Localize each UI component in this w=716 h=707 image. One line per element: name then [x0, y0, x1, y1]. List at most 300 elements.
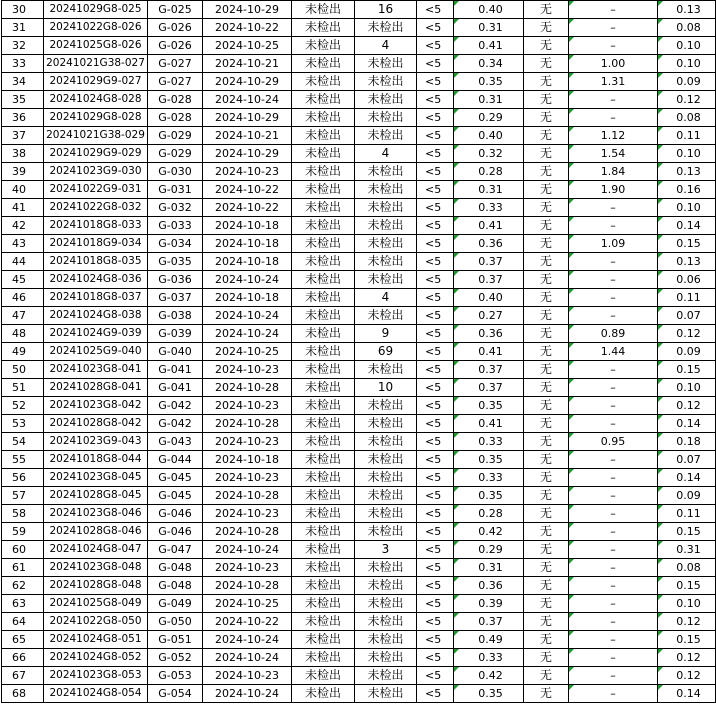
- date-cell[interactable]: 2024-10-21: [203, 127, 292, 145]
- value-f-cell[interactable]: 0.07: [658, 451, 716, 469]
- sample-id-cell[interactable]: 20241022G8-050: [44, 613, 148, 631]
- date-cell[interactable]: 2024-10-25: [203, 37, 292, 55]
- flag-cell[interactable]: 无: [524, 163, 569, 181]
- sample-id-cell[interactable]: 20241024G8-038: [44, 307, 148, 325]
- date-cell[interactable]: 2024-10-29: [203, 1, 292, 19]
- value-e-cell[interactable]: –: [569, 1, 658, 19]
- sample-id-cell[interactable]: 20241023G8-048: [44, 559, 148, 577]
- sample-id-cell[interactable]: 20241028G8-045: [44, 487, 148, 505]
- value-c-cell[interactable]: 0.33: [454, 469, 524, 487]
- sample-code-cell[interactable]: G-028: [148, 91, 203, 109]
- date-cell[interactable]: 2024-10-23: [203, 163, 292, 181]
- value-c-cell[interactable]: 0.34: [454, 55, 524, 73]
- limit-cell[interactable]: <5: [417, 631, 454, 649]
- value-f-cell[interactable]: 0.12: [658, 397, 716, 415]
- result-b-cell[interactable]: 未检出: [355, 235, 417, 253]
- value-e-cell[interactable]: –: [569, 559, 658, 577]
- value-e-cell[interactable]: 1.12: [569, 127, 658, 145]
- row-number-cell[interactable]: 63: [2, 595, 44, 613]
- date-cell[interactable]: 2024-10-18: [203, 253, 292, 271]
- result-b-cell[interactable]: 69: [355, 343, 417, 361]
- date-cell[interactable]: 2024-10-18: [203, 289, 292, 307]
- result-b-cell[interactable]: 未检出: [355, 271, 417, 289]
- date-cell[interactable]: 2024-10-29: [203, 145, 292, 163]
- value-c-cell[interactable]: 0.40: [454, 1, 524, 19]
- sample-id-cell[interactable]: 20241018G8-035: [44, 253, 148, 271]
- result-a-cell[interactable]: 未检出: [292, 289, 355, 307]
- value-e-cell[interactable]: –: [569, 685, 658, 703]
- sample-code-cell[interactable]: G-041: [148, 379, 203, 397]
- value-e-cell[interactable]: –: [569, 397, 658, 415]
- row-number-cell[interactable]: 57: [2, 487, 44, 505]
- result-a-cell[interactable]: 未检出: [292, 1, 355, 19]
- sample-id-cell[interactable]: 20241029G9-029: [44, 145, 148, 163]
- result-a-cell[interactable]: 未检出: [292, 181, 355, 199]
- value-e-cell[interactable]: 1.84: [569, 163, 658, 181]
- limit-cell[interactable]: <5: [417, 253, 454, 271]
- value-c-cell[interactable]: 0.36: [454, 325, 524, 343]
- value-c-cell[interactable]: 0.35: [454, 73, 524, 91]
- row-number-cell[interactable]: 49: [2, 343, 44, 361]
- row-number-cell[interactable]: 68: [2, 685, 44, 703]
- result-a-cell[interactable]: 未检出: [292, 523, 355, 541]
- row-number-cell[interactable]: 35: [2, 91, 44, 109]
- value-f-cell[interactable]: 0.15: [658, 577, 716, 595]
- value-e-cell[interactable]: –: [569, 415, 658, 433]
- sample-code-cell[interactable]: G-045: [148, 487, 203, 505]
- date-cell[interactable]: 2024-10-18: [203, 217, 292, 235]
- row-number-cell[interactable]: 60: [2, 541, 44, 559]
- flag-cell[interactable]: 无: [524, 523, 569, 541]
- result-b-cell[interactable]: 未检出: [355, 163, 417, 181]
- result-a-cell[interactable]: 未检出: [292, 541, 355, 559]
- date-cell[interactable]: 2024-10-24: [203, 541, 292, 559]
- result-b-cell[interactable]: 未检出: [355, 19, 417, 37]
- row-number-cell[interactable]: 34: [2, 73, 44, 91]
- value-c-cell[interactable]: 0.37: [454, 253, 524, 271]
- value-f-cell[interactable]: 0.09: [658, 487, 716, 505]
- value-e-cell[interactable]: 1.54: [569, 145, 658, 163]
- result-b-cell[interactable]: 未检出: [355, 613, 417, 631]
- value-f-cell[interactable]: 0.10: [658, 55, 716, 73]
- limit-cell[interactable]: <5: [417, 451, 454, 469]
- value-c-cell[interactable]: 0.28: [454, 163, 524, 181]
- value-f-cell[interactable]: 0.08: [658, 109, 716, 127]
- row-number-cell[interactable]: 48: [2, 325, 44, 343]
- sample-id-cell[interactable]: 20241018G8-044: [44, 451, 148, 469]
- result-b-cell[interactable]: 未检出: [355, 487, 417, 505]
- date-cell[interactable]: 2024-10-29: [203, 109, 292, 127]
- result-b-cell[interactable]: 未检出: [355, 73, 417, 91]
- sample-id-cell[interactable]: 20241025G8-026: [44, 37, 148, 55]
- result-a-cell[interactable]: 未检出: [292, 343, 355, 361]
- row-number-cell[interactable]: 43: [2, 235, 44, 253]
- row-number-cell[interactable]: 36: [2, 109, 44, 127]
- sample-code-cell[interactable]: G-028: [148, 109, 203, 127]
- sample-id-cell[interactable]: 20241023G8-053: [44, 667, 148, 685]
- sample-id-cell[interactable]: 20241023G8-045: [44, 469, 148, 487]
- flag-cell[interactable]: 无: [524, 631, 569, 649]
- flag-cell[interactable]: 无: [524, 73, 569, 91]
- row-number-cell[interactable]: 32: [2, 37, 44, 55]
- flag-cell[interactable]: 无: [524, 451, 569, 469]
- result-a-cell[interactable]: 未检出: [292, 379, 355, 397]
- result-a-cell[interactable]: 未检出: [292, 577, 355, 595]
- sample-id-cell[interactable]: 20241024G9-039: [44, 325, 148, 343]
- limit-cell[interactable]: <5: [417, 307, 454, 325]
- limit-cell[interactable]: <5: [417, 577, 454, 595]
- row-number-cell[interactable]: 41: [2, 199, 44, 217]
- row-number-cell[interactable]: 53: [2, 415, 44, 433]
- limit-cell[interactable]: <5: [417, 361, 454, 379]
- limit-cell[interactable]: <5: [417, 487, 454, 505]
- value-c-cell[interactable]: 0.31: [454, 559, 524, 577]
- flag-cell[interactable]: 无: [524, 541, 569, 559]
- flag-cell[interactable]: 无: [524, 199, 569, 217]
- limit-cell[interactable]: <5: [417, 397, 454, 415]
- value-e-cell[interactable]: –: [569, 595, 658, 613]
- value-e-cell[interactable]: –: [569, 667, 658, 685]
- value-e-cell[interactable]: –: [569, 109, 658, 127]
- value-c-cell[interactable]: 0.41: [454, 343, 524, 361]
- value-c-cell[interactable]: 0.33: [454, 649, 524, 667]
- result-a-cell[interactable]: 未检出: [292, 253, 355, 271]
- value-e-cell[interactable]: –: [569, 613, 658, 631]
- value-e-cell[interactable]: –: [569, 379, 658, 397]
- value-c-cell[interactable]: 0.41: [454, 217, 524, 235]
- limit-cell[interactable]: <5: [417, 181, 454, 199]
- flag-cell[interactable]: 无: [524, 289, 569, 307]
- result-a-cell[interactable]: 未检出: [292, 145, 355, 163]
- row-number-cell[interactable]: 46: [2, 289, 44, 307]
- sample-id-cell[interactable]: 20241024G8-036: [44, 271, 148, 289]
- value-c-cell[interactable]: 0.35: [454, 487, 524, 505]
- result-b-cell[interactable]: 未检出: [355, 217, 417, 235]
- flag-cell[interactable]: 无: [524, 1, 569, 19]
- result-b-cell[interactable]: 未检出: [355, 109, 417, 127]
- row-number-cell[interactable]: 58: [2, 505, 44, 523]
- value-f-cell[interactable]: 0.14: [658, 685, 716, 703]
- result-a-cell[interactable]: 未检出: [292, 451, 355, 469]
- result-b-cell[interactable]: 未检出: [355, 523, 417, 541]
- flag-cell[interactable]: 无: [524, 145, 569, 163]
- sample-id-cell[interactable]: 20241021G38-029: [44, 127, 148, 145]
- value-c-cell[interactable]: 0.37: [454, 613, 524, 631]
- sample-code-cell[interactable]: G-048: [148, 577, 203, 595]
- value-f-cell[interactable]: 0.14: [658, 217, 716, 235]
- result-b-cell[interactable]: 未检出: [355, 307, 417, 325]
- result-a-cell[interactable]: 未检出: [292, 19, 355, 37]
- result-b-cell[interactable]: 未检出: [355, 91, 417, 109]
- value-e-cell[interactable]: –: [569, 631, 658, 649]
- date-cell[interactable]: 2024-10-23: [203, 559, 292, 577]
- date-cell[interactable]: 2024-10-21: [203, 55, 292, 73]
- result-b-cell[interactable]: 未检出: [355, 433, 417, 451]
- result-a-cell[interactable]: 未检出: [292, 649, 355, 667]
- result-b-cell[interactable]: 10: [355, 379, 417, 397]
- row-number-cell[interactable]: 31: [2, 19, 44, 37]
- row-number-cell[interactable]: 37: [2, 127, 44, 145]
- sample-id-cell[interactable]: 20241022G9-031: [44, 181, 148, 199]
- limit-cell[interactable]: <5: [417, 469, 454, 487]
- value-c-cell[interactable]: 0.37: [454, 361, 524, 379]
- flag-cell[interactable]: 无: [524, 91, 569, 109]
- flag-cell[interactable]: 无: [524, 271, 569, 289]
- result-a-cell[interactable]: 未检出: [292, 433, 355, 451]
- flag-cell[interactable]: 无: [524, 397, 569, 415]
- sample-code-cell[interactable]: G-043: [148, 433, 203, 451]
- row-number-cell[interactable]: 33: [2, 55, 44, 73]
- result-b-cell[interactable]: 未检出: [355, 631, 417, 649]
- flag-cell[interactable]: 无: [524, 109, 569, 127]
- sample-id-cell[interactable]: 20241022G8-032: [44, 199, 148, 217]
- sample-id-cell[interactable]: 20241018G8-037: [44, 289, 148, 307]
- sample-code-cell[interactable]: G-047: [148, 541, 203, 559]
- date-cell[interactable]: 2024-10-24: [203, 631, 292, 649]
- sample-code-cell[interactable]: G-039: [148, 325, 203, 343]
- date-cell[interactable]: 2024-10-29: [203, 73, 292, 91]
- value-c-cell[interactable]: 0.28: [454, 505, 524, 523]
- result-a-cell[interactable]: 未检出: [292, 361, 355, 379]
- value-f-cell[interactable]: 0.15: [658, 523, 716, 541]
- row-number-cell[interactable]: 65: [2, 631, 44, 649]
- row-number-cell[interactable]: 54: [2, 433, 44, 451]
- sample-code-cell[interactable]: G-049: [148, 595, 203, 613]
- result-a-cell[interactable]: 未检出: [292, 217, 355, 235]
- flag-cell[interactable]: 无: [524, 559, 569, 577]
- limit-cell[interactable]: <5: [417, 289, 454, 307]
- value-f-cell[interactable]: 0.13: [658, 253, 716, 271]
- value-c-cell[interactable]: 0.42: [454, 667, 524, 685]
- flag-cell[interactable]: 无: [524, 307, 569, 325]
- result-a-cell[interactable]: 未检出: [292, 109, 355, 127]
- value-f-cell[interactable]: 0.10: [658, 379, 716, 397]
- flag-cell[interactable]: 无: [524, 577, 569, 595]
- date-cell[interactable]: 2024-10-23: [203, 505, 292, 523]
- value-e-cell[interactable]: –: [569, 451, 658, 469]
- limit-cell[interactable]: <5: [417, 505, 454, 523]
- date-cell[interactable]: 2024-10-23: [203, 361, 292, 379]
- date-cell[interactable]: 2024-10-23: [203, 469, 292, 487]
- value-e-cell[interactable]: 1.09: [569, 235, 658, 253]
- value-f-cell[interactable]: 0.18: [658, 433, 716, 451]
- value-c-cell[interactable]: 0.33: [454, 433, 524, 451]
- flag-cell[interactable]: 无: [524, 613, 569, 631]
- row-number-cell[interactable]: 61: [2, 559, 44, 577]
- value-f-cell[interactable]: 0.15: [658, 631, 716, 649]
- value-e-cell[interactable]: –: [569, 253, 658, 271]
- limit-cell[interactable]: <5: [417, 523, 454, 541]
- date-cell[interactable]: 2024-10-22: [203, 613, 292, 631]
- value-f-cell[interactable]: 0.11: [658, 127, 716, 145]
- value-f-cell[interactable]: 0.12: [658, 613, 716, 631]
- limit-cell[interactable]: <5: [417, 163, 454, 181]
- result-b-cell[interactable]: 未检出: [355, 685, 417, 703]
- sample-id-cell[interactable]: 20241025G9-040: [44, 343, 148, 361]
- value-e-cell[interactable]: –: [569, 469, 658, 487]
- flag-cell[interactable]: 无: [524, 379, 569, 397]
- sample-code-cell[interactable]: G-044: [148, 451, 203, 469]
- value-c-cell[interactable]: 0.42: [454, 523, 524, 541]
- result-a-cell[interactable]: 未检出: [292, 487, 355, 505]
- flag-cell[interactable]: 无: [524, 415, 569, 433]
- value-c-cell[interactable]: 0.37: [454, 379, 524, 397]
- flag-cell[interactable]: 无: [524, 127, 569, 145]
- sample-code-cell[interactable]: G-046: [148, 523, 203, 541]
- flag-cell[interactable]: 无: [524, 469, 569, 487]
- result-a-cell[interactable]: 未检出: [292, 307, 355, 325]
- limit-cell[interactable]: <5: [417, 649, 454, 667]
- row-number-cell[interactable]: 66: [2, 649, 44, 667]
- date-cell[interactable]: 2024-10-28: [203, 379, 292, 397]
- flag-cell[interactable]: 无: [524, 649, 569, 667]
- value-c-cell[interactable]: 0.40: [454, 289, 524, 307]
- result-b-cell[interactable]: 未检出: [355, 55, 417, 73]
- value-e-cell[interactable]: –: [569, 541, 658, 559]
- row-number-cell[interactable]: 64: [2, 613, 44, 631]
- value-c-cell[interactable]: 0.41: [454, 415, 524, 433]
- value-f-cell[interactable]: 0.11: [658, 289, 716, 307]
- row-number-cell[interactable]: 30: [2, 1, 44, 19]
- row-number-cell[interactable]: 51: [2, 379, 44, 397]
- sample-id-cell[interactable]: 20241025G8-049: [44, 595, 148, 613]
- result-b-cell[interactable]: 未检出: [355, 253, 417, 271]
- flag-cell[interactable]: 无: [524, 181, 569, 199]
- value-c-cell[interactable]: 0.36: [454, 235, 524, 253]
- value-c-cell[interactable]: 0.35: [454, 451, 524, 469]
- value-c-cell[interactable]: 0.32: [454, 145, 524, 163]
- result-b-cell[interactable]: 9: [355, 325, 417, 343]
- result-a-cell[interactable]: 未检出: [292, 685, 355, 703]
- value-c-cell[interactable]: 0.27: [454, 307, 524, 325]
- result-a-cell[interactable]: 未检出: [292, 91, 355, 109]
- value-e-cell[interactable]: –: [569, 649, 658, 667]
- result-a-cell[interactable]: 未检出: [292, 235, 355, 253]
- value-e-cell[interactable]: –: [569, 199, 658, 217]
- result-b-cell[interactable]: 未检出: [355, 199, 417, 217]
- limit-cell[interactable]: <5: [417, 73, 454, 91]
- flag-cell[interactable]: 无: [524, 595, 569, 613]
- result-b-cell[interactable]: 未检出: [355, 415, 417, 433]
- result-a-cell[interactable]: 未检出: [292, 325, 355, 343]
- date-cell[interactable]: 2024-10-24: [203, 307, 292, 325]
- value-e-cell[interactable]: –: [569, 91, 658, 109]
- result-a-cell[interactable]: 未检出: [292, 163, 355, 181]
- date-cell[interactable]: 2024-10-23: [203, 397, 292, 415]
- row-number-cell[interactable]: 44: [2, 253, 44, 271]
- limit-cell[interactable]: <5: [417, 595, 454, 613]
- row-number-cell[interactable]: 40: [2, 181, 44, 199]
- row-number-cell[interactable]: 50: [2, 361, 44, 379]
- value-f-cell[interactable]: 0.15: [658, 235, 716, 253]
- result-b-cell[interactable]: 未检出: [355, 649, 417, 667]
- date-cell[interactable]: 2024-10-23: [203, 433, 292, 451]
- value-e-cell[interactable]: –: [569, 37, 658, 55]
- flag-cell[interactable]: 无: [524, 217, 569, 235]
- sample-code-cell[interactable]: G-051: [148, 631, 203, 649]
- row-number-cell[interactable]: 55: [2, 451, 44, 469]
- date-cell[interactable]: 2024-10-25: [203, 343, 292, 361]
- result-a-cell[interactable]: 未检出: [292, 55, 355, 73]
- result-a-cell[interactable]: 未检出: [292, 667, 355, 685]
- limit-cell[interactable]: <5: [417, 199, 454, 217]
- value-c-cell[interactable]: 0.29: [454, 541, 524, 559]
- sample-code-cell[interactable]: G-045: [148, 469, 203, 487]
- flag-cell[interactable]: 无: [524, 361, 569, 379]
- flag-cell[interactable]: 无: [524, 19, 569, 37]
- value-f-cell[interactable]: 0.10: [658, 595, 716, 613]
- value-c-cell[interactable]: 0.33: [454, 199, 524, 217]
- result-b-cell[interactable]: 未检出: [355, 559, 417, 577]
- date-cell[interactable]: 2024-10-24: [203, 271, 292, 289]
- limit-cell[interactable]: <5: [417, 217, 454, 235]
- value-e-cell[interactable]: –: [569, 289, 658, 307]
- sample-code-cell[interactable]: G-040: [148, 343, 203, 361]
- sample-code-cell[interactable]: G-037: [148, 289, 203, 307]
- sample-id-cell[interactable]: 20241024G8-051: [44, 631, 148, 649]
- sample-code-cell[interactable]: G-026: [148, 37, 203, 55]
- date-cell[interactable]: 2024-10-28: [203, 415, 292, 433]
- row-number-cell[interactable]: 67: [2, 667, 44, 685]
- value-c-cell[interactable]: 0.39: [454, 595, 524, 613]
- limit-cell[interactable]: <5: [417, 541, 454, 559]
- flag-cell[interactable]: 无: [524, 325, 569, 343]
- sample-code-cell[interactable]: G-035: [148, 253, 203, 271]
- value-e-cell[interactable]: 1.90: [569, 181, 658, 199]
- date-cell[interactable]: 2024-10-28: [203, 523, 292, 541]
- flag-cell[interactable]: 无: [524, 685, 569, 703]
- result-b-cell[interactable]: 未检出: [355, 595, 417, 613]
- flag-cell[interactable]: 无: [524, 253, 569, 271]
- sample-id-cell[interactable]: 20241024G8-052: [44, 649, 148, 667]
- sample-code-cell[interactable]: G-038: [148, 307, 203, 325]
- result-b-cell[interactable]: 未检出: [355, 127, 417, 145]
- sample-code-cell[interactable]: G-034: [148, 235, 203, 253]
- sample-id-cell[interactable]: 20241028G8-048: [44, 577, 148, 595]
- limit-cell[interactable]: <5: [417, 145, 454, 163]
- sample-id-cell[interactable]: 20241024G8-047: [44, 541, 148, 559]
- sample-code-cell[interactable]: G-041: [148, 361, 203, 379]
- row-number-cell[interactable]: 47: [2, 307, 44, 325]
- sample-id-cell[interactable]: 20241023G8-046: [44, 505, 148, 523]
- value-e-cell[interactable]: 1.31: [569, 73, 658, 91]
- sample-code-cell[interactable]: G-042: [148, 415, 203, 433]
- sample-code-cell[interactable]: G-030: [148, 163, 203, 181]
- value-f-cell[interactable]: 0.06: [658, 271, 716, 289]
- value-c-cell[interactable]: 0.36: [454, 577, 524, 595]
- result-b-cell[interactable]: 16: [355, 1, 417, 19]
- sample-code-cell[interactable]: G-046: [148, 505, 203, 523]
- result-b-cell[interactable]: 未检出: [355, 451, 417, 469]
- sample-code-cell[interactable]: G-054: [148, 685, 203, 703]
- limit-cell[interactable]: <5: [417, 325, 454, 343]
- value-f-cell[interactable]: 0.10: [658, 145, 716, 163]
- sample-id-cell[interactable]: 20241028G8-042: [44, 415, 148, 433]
- result-a-cell[interactable]: 未检出: [292, 505, 355, 523]
- result-a-cell[interactable]: 未检出: [292, 397, 355, 415]
- sample-code-cell[interactable]: G-033: [148, 217, 203, 235]
- row-number-cell[interactable]: 56: [2, 469, 44, 487]
- sample-id-cell[interactable]: 20241023G8-041: [44, 361, 148, 379]
- result-a-cell[interactable]: 未检出: [292, 469, 355, 487]
- value-f-cell[interactable]: 0.12: [658, 667, 716, 685]
- sample-id-cell[interactable]: 20241024G8-028: [44, 91, 148, 109]
- flag-cell[interactable]: 无: [524, 37, 569, 55]
- limit-cell[interactable]: <5: [417, 91, 454, 109]
- result-b-cell[interactable]: 未检出: [355, 667, 417, 685]
- value-f-cell[interactable]: 0.14: [658, 415, 716, 433]
- value-f-cell[interactable]: 0.07: [658, 307, 716, 325]
